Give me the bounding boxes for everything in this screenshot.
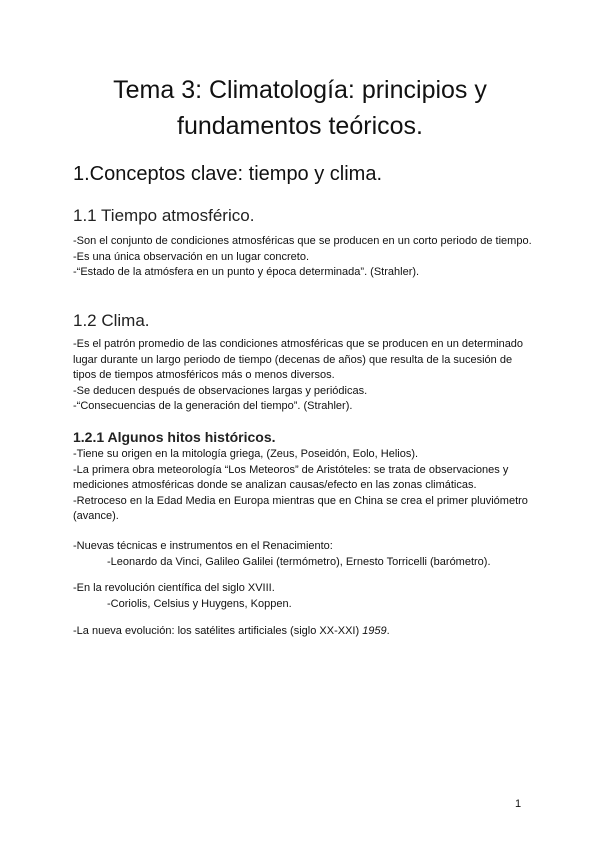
hitos-historicos-text [73,447,533,525]
revolucion-cientifica-text [73,581,533,612]
tiempo-atmosferico-text [73,234,533,281]
subsection-heading-clima: 1.2 Clima. [73,311,150,330]
renacimiento-text [73,539,533,570]
satelites-year: 1959 [362,625,387,637]
paragraph-line: -En la revolución científica del siglo XVIII. [73,582,275,594]
indented-line: -Coriolis, Celsius y Huygens, Koppen. [107,597,292,610]
paragraph-line: -Se deducen después de observaciones largas y periódicas. [73,384,368,397]
paragraph-line: -Son el conjunto de condiciones atmosféricas que se producen en un corto periodo de tiempo. [73,235,532,247]
paragraph-line: -Es una única observación en un lugar concreto. [73,250,310,263]
paragraph-line: -Retroceso en la Edad Media en Europa mientras que en China se crea el primer pluviómetro (avance). [73,494,528,522]
indented-line: -Leonardo da Vinci, Galileo Galilei (termómetro), Ernesto Torricelli (barómetro). [107,555,491,568]
subsubsection-heading-hitos-historicos: 1.2.1 Algunos hitos históricos. [73,429,276,445]
paragraph-line: -Es el patrón promedio de las condiciones atmosféricas que se producen en un determinado lugar durante un largo periodo de tiempo (decenas de años) que resulta de la sucesión de tipos de tiempos atmosféricos más o menos diversos. [73,338,524,381]
paragraph-line: -“Consecuencias de la generación del tiempo”. (Strahler). [73,400,353,412]
paragraph-line: -“Estado de la atmósfera en un punto y época determinada”. (Strahler). [73,266,420,278]
paragraph-line: -La primera obra meteorología “Los Meteoros” de Aristóteles: se trata de observaciones y mediciones atmosféricas donde se analizan causas/efecto en las zonas climáticas. [73,463,509,491]
satelites-line-text: -La nueva evolución: los satélites artificiales (siglo XX-XXI) [73,625,363,637]
clima-text [73,337,533,415]
paragraph-line: -Nuevas técnicas e instrumentos en el Renacimiento: [73,540,333,552]
paragraph-line [73,624,533,640]
paragraph-line: -Tiene su origen en la mitología griega, (Zeus, Poseidón, Eolo, Helios). [73,448,419,460]
section-heading-conceptos-clave: 1.Conceptos clave: tiempo y clima. [73,163,383,185]
satelites-line-end: . [386,625,390,637]
document-title: Tema 3: Climatología: principios y fundamentos teóricos. [113,76,487,140]
satelites-text [73,624,533,640]
subsection-heading-tiempo-atmosferico: 1.1 Tiempo atmosférico. [73,206,255,225]
page-number: 1 [515,798,522,810]
